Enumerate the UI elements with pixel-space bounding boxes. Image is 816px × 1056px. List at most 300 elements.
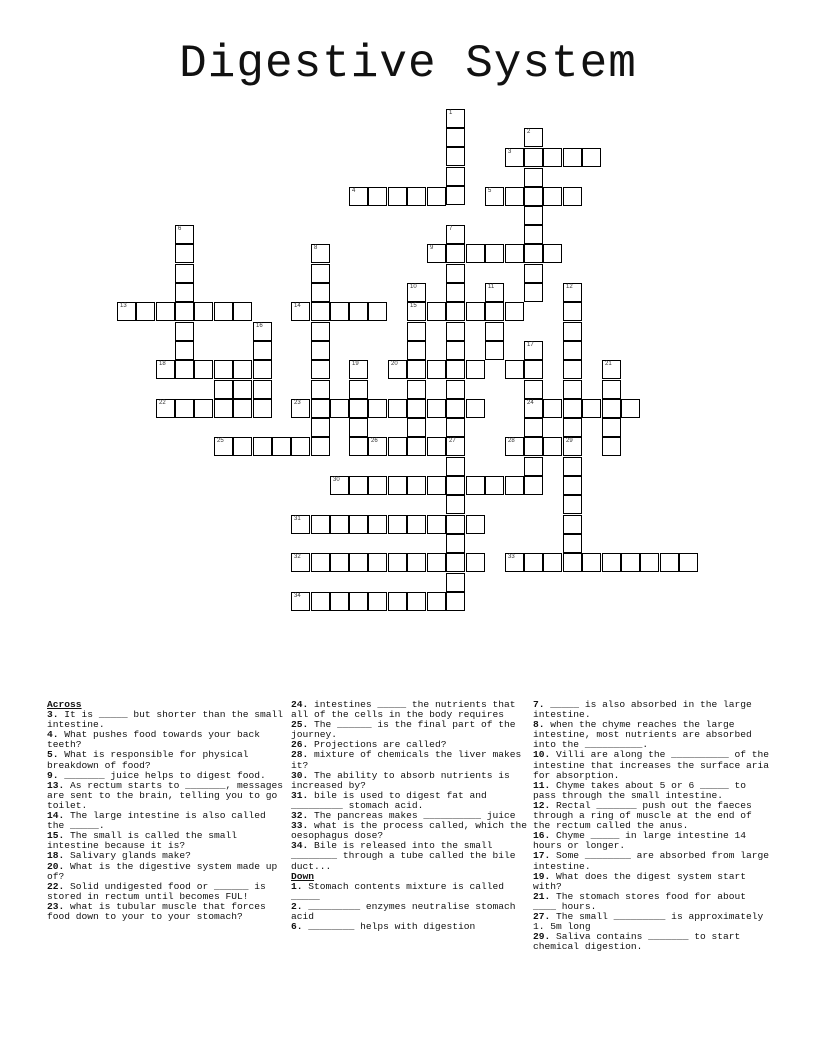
grid-cell[interactable] xyxy=(505,148,524,167)
clues-column-3 xyxy=(533,699,775,953)
grid-cell[interactable] xyxy=(291,553,310,572)
grid-cell[interactable] xyxy=(330,592,349,611)
grid-cell[interactable] xyxy=(524,457,543,476)
grid-cell[interactable] xyxy=(311,515,330,534)
clue-item xyxy=(533,720,770,750)
grid-cell[interactable] xyxy=(407,437,426,456)
grid-cell[interactable] xyxy=(446,476,465,495)
grid-cell[interactable] xyxy=(524,380,543,399)
grid-cell[interactable] xyxy=(446,302,465,321)
clue-number: 11 xyxy=(488,284,495,290)
grid-cell[interactable] xyxy=(349,437,368,456)
clue-text: The pancreas makes __________ juice xyxy=(308,810,516,822)
clue-item xyxy=(533,872,770,892)
grid-cell[interactable] xyxy=(485,302,504,321)
grid-cell[interactable] xyxy=(253,437,272,456)
grid-cell[interactable] xyxy=(311,322,330,341)
grid-cell[interactable] xyxy=(253,360,272,379)
grid-cell[interactable] xyxy=(524,128,543,147)
grid-cell[interactable] xyxy=(156,360,175,379)
grid-cell[interactable] xyxy=(524,244,543,263)
grid-cell[interactable] xyxy=(233,380,252,399)
grid-cell[interactable] xyxy=(563,534,582,553)
grid-cell[interactable] xyxy=(563,187,582,206)
grid-cell[interactable] xyxy=(194,399,213,418)
across-header: Across xyxy=(47,699,82,710)
grid-cell[interactable] xyxy=(505,553,524,572)
clue-item xyxy=(291,841,528,871)
clue-text: _________ enzymes neutralise stomach acid xyxy=(291,900,522,922)
clue-text: The small _________ is approximately 1. 5m long xyxy=(533,910,770,933)
grid-cell[interactable] xyxy=(602,553,621,572)
grid-cell[interactable] xyxy=(175,225,194,244)
grid-cell[interactable] xyxy=(388,476,407,495)
grid-cell[interactable] xyxy=(388,399,407,418)
grid-cell[interactable] xyxy=(117,302,136,321)
clue-item xyxy=(291,791,528,811)
grid-cell[interactable] xyxy=(602,380,621,399)
grid-cell[interactable] xyxy=(175,322,194,341)
grid-cell[interactable] xyxy=(446,534,465,553)
grid-cell[interactable] xyxy=(311,399,330,418)
grid-cell[interactable] xyxy=(524,553,543,572)
grid-cell[interactable] xyxy=(349,360,368,379)
clue-item xyxy=(291,700,528,720)
grid-cell[interactable] xyxy=(621,553,640,572)
grid-cell[interactable] xyxy=(349,476,368,495)
grid-cell[interactable] xyxy=(563,418,582,437)
grid-cell[interactable] xyxy=(446,186,465,205)
grid-cell[interactable] xyxy=(679,553,698,572)
grid-cell[interactable] xyxy=(563,495,582,514)
grid-cell[interactable] xyxy=(543,244,562,263)
clue-number-label: 16. xyxy=(533,830,551,842)
clue-number-label: 1. xyxy=(291,880,303,892)
grid-cell[interactable] xyxy=(621,399,640,418)
clue-number: 14 xyxy=(294,303,301,309)
grid-cell[interactable] xyxy=(446,573,465,592)
clue-number: 4 xyxy=(352,188,356,194)
grid-cell[interactable] xyxy=(563,341,582,360)
grid-cell[interactable] xyxy=(524,187,543,206)
clue-text: ________ helps with digestion xyxy=(302,921,476,933)
clue-number-label: 25. xyxy=(291,719,309,731)
clue-number-label: 6. xyxy=(291,921,303,933)
clue-text: mixture of chemicals the liver makes it? xyxy=(291,749,528,771)
grid-cell[interactable] xyxy=(563,322,582,341)
grid-cell[interactable] xyxy=(368,476,387,495)
grid-cell[interactable] xyxy=(466,399,485,418)
grid-cell[interactable] xyxy=(563,148,582,167)
grid-cell[interactable] xyxy=(524,418,543,437)
grid-cell[interactable] xyxy=(175,399,194,418)
clue-text: Stomach contents mixture is called _____ xyxy=(291,880,510,902)
grid-cell[interactable] xyxy=(524,206,543,225)
clue-text: Salivary glands make? xyxy=(64,850,191,862)
grid-cell[interactable] xyxy=(175,302,194,321)
grid-cell[interactable] xyxy=(446,225,465,244)
grid-cell[interactable] xyxy=(214,360,233,379)
grid-cell[interactable] xyxy=(543,399,562,418)
grid-cell[interactable] xyxy=(446,128,465,147)
clue-item xyxy=(533,801,770,831)
grid-cell[interactable] xyxy=(427,553,446,572)
clue-text: The small is called the small intestine because it is? xyxy=(47,830,243,852)
clue-number: 31 xyxy=(294,516,301,522)
grid-cell[interactable] xyxy=(446,495,465,514)
grid-cell[interactable] xyxy=(407,187,426,206)
grid-cell[interactable] xyxy=(640,553,659,572)
grid-cell[interactable] xyxy=(330,515,349,534)
clue-number: 12 xyxy=(566,284,573,290)
grid-cell[interactable] xyxy=(407,592,426,611)
grid-cell[interactable] xyxy=(388,592,407,611)
grid-cell[interactable] xyxy=(291,592,310,611)
grid-cell[interactable] xyxy=(505,360,524,379)
grid-cell[interactable] xyxy=(505,476,524,495)
grid-cell[interactable] xyxy=(214,399,233,418)
grid-cell[interactable] xyxy=(407,399,426,418)
grid-cell[interactable] xyxy=(563,515,582,534)
clue-text: intestines _____ the nutrients that all of the cells in the body requires xyxy=(291,699,522,721)
grid-cell[interactable] xyxy=(505,302,524,321)
clue-text: Bile is released into the small ________ through a tube called the bile duct... xyxy=(291,840,522,872)
grid-cell[interactable] xyxy=(446,437,465,456)
clue-number-label: 5. xyxy=(47,749,59,761)
grid-cell[interactable] xyxy=(368,515,387,534)
grid-cell[interactable] xyxy=(466,360,485,379)
grid-cell[interactable] xyxy=(446,147,465,166)
grid-cell[interactable] xyxy=(446,341,465,360)
clue-number-label: 20. xyxy=(47,860,65,872)
grid-cell[interactable] xyxy=(446,399,465,418)
grid-cell[interactable] xyxy=(427,244,446,263)
clue-item xyxy=(291,771,528,791)
grid-cell[interactable] xyxy=(214,380,233,399)
grid-cell[interactable] xyxy=(427,187,446,206)
grid-cell[interactable] xyxy=(485,187,504,206)
grid-cell[interactable] xyxy=(330,399,349,418)
grid-cell[interactable] xyxy=(407,380,426,399)
grid-cell[interactable] xyxy=(602,418,621,437)
grid-cell[interactable] xyxy=(466,476,485,495)
grid-cell[interactable] xyxy=(233,437,252,456)
grid-cell[interactable] xyxy=(253,322,272,341)
grid-cell[interactable] xyxy=(233,399,252,418)
grid-cell[interactable] xyxy=(311,264,330,283)
grid-cell[interactable] xyxy=(349,302,368,321)
grid-cell[interactable] xyxy=(407,322,426,341)
grid-cell[interactable] xyxy=(427,476,446,495)
clue-text: Projections are called? xyxy=(308,739,447,751)
grid-cell[interactable] xyxy=(563,437,582,456)
clue-number-label: 30. xyxy=(291,769,309,781)
grid-cell[interactable] xyxy=(602,360,621,379)
grid-cell[interactable] xyxy=(368,302,387,321)
grid-cell[interactable] xyxy=(311,360,330,379)
grid-cell[interactable] xyxy=(407,283,426,302)
grid-cell[interactable] xyxy=(427,302,446,321)
clue-number: 20 xyxy=(391,361,398,367)
grid-cell[interactable] xyxy=(291,399,310,418)
clue-text: As rectum starts to _______, messages are sent to the brain, telling you to go toilet. xyxy=(47,779,289,811)
grid-cell[interactable] xyxy=(524,399,543,418)
grid-cell[interactable] xyxy=(407,360,426,379)
grid-cell[interactable] xyxy=(505,187,524,206)
grid-cell[interactable] xyxy=(175,341,194,360)
grid-cell[interactable] xyxy=(388,187,407,206)
clue-number: 34 xyxy=(294,593,301,599)
grid-cell[interactable] xyxy=(349,592,368,611)
grid-cell[interactable] xyxy=(466,302,485,321)
grid-cell[interactable] xyxy=(311,592,330,611)
clue-number: 24 xyxy=(527,400,534,406)
clues-column-2 xyxy=(291,699,533,933)
grid-cell[interactable] xyxy=(233,302,252,321)
grid-cell[interactable] xyxy=(582,553,601,572)
grid-cell[interactable] xyxy=(175,283,194,302)
clue-number: 26 xyxy=(371,438,378,444)
clue-text: What is the digestive system made up of? xyxy=(47,860,284,882)
grid-cell[interactable] xyxy=(446,380,465,399)
clue-text: The large intestine is also called the _____. xyxy=(47,810,272,832)
clue-number: 27 xyxy=(449,438,456,444)
grid-cell[interactable] xyxy=(330,476,349,495)
clue-item xyxy=(533,781,770,801)
clue-item xyxy=(47,862,284,882)
grid-cell[interactable] xyxy=(194,302,213,321)
grid-cell[interactable] xyxy=(427,592,446,611)
grid-cell[interactable] xyxy=(311,418,330,437)
grid-cell[interactable] xyxy=(563,457,582,476)
clue-text: What is responsible for physical breakdown of food? xyxy=(47,749,255,771)
clue-number-label: 31. xyxy=(291,789,309,801)
grid-cell[interactable] xyxy=(563,476,582,495)
grid-cell[interactable] xyxy=(368,553,387,572)
grid-cell[interactable] xyxy=(505,437,524,456)
grid-cell[interactable] xyxy=(349,380,368,399)
grid-cell[interactable] xyxy=(175,264,194,283)
clue-item xyxy=(47,750,284,770)
grid-cell[interactable] xyxy=(388,437,407,456)
grid-cell[interactable] xyxy=(349,553,368,572)
clue-number-label: 3. xyxy=(47,709,59,721)
grid-cell[interactable] xyxy=(524,148,543,167)
grid-cell[interactable] xyxy=(602,399,621,418)
grid-cell[interactable] xyxy=(407,476,426,495)
grid-cell[interactable] xyxy=(311,341,330,360)
grid-cell[interactable] xyxy=(446,283,465,302)
clue-number: 18 xyxy=(159,361,166,367)
grid-cell[interactable] xyxy=(563,302,582,321)
clue-number-label: 12. xyxy=(533,799,551,811)
grid-cell[interactable] xyxy=(466,515,485,534)
clue-number-label: 2. xyxy=(291,900,303,912)
grid-cell[interactable] xyxy=(543,553,562,572)
grid-cell[interactable] xyxy=(311,283,330,302)
grid-cell[interactable] xyxy=(253,380,272,399)
grid-cell[interactable] xyxy=(485,341,504,360)
grid-cell[interactable] xyxy=(563,380,582,399)
grid-cell[interactable] xyxy=(407,515,426,534)
clue-number: 7 xyxy=(449,226,453,232)
clue-number: 30 xyxy=(333,477,340,483)
grid-cell[interactable] xyxy=(485,322,504,341)
grid-cell[interactable] xyxy=(311,437,330,456)
grid-cell[interactable] xyxy=(466,553,485,572)
clue-text: Solid undigested food or ______ is stored in rectum until becomes FUL! xyxy=(47,880,272,902)
down-header: Down xyxy=(291,870,315,882)
grid-cell[interactable] xyxy=(446,109,465,128)
grid-cell[interactable] xyxy=(349,187,368,206)
grid-cell[interactable] xyxy=(156,399,175,418)
grid-cell[interactable] xyxy=(427,399,446,418)
grid-cell[interactable] xyxy=(446,167,465,186)
clue-item xyxy=(291,820,533,842)
grid-cell[interactable] xyxy=(349,418,368,437)
clue-number-label: 13. xyxy=(47,779,65,791)
grid-cell[interactable] xyxy=(602,437,621,456)
grid-cell[interactable] xyxy=(466,244,485,263)
grid-cell[interactable] xyxy=(543,437,562,456)
grid-cell[interactable] xyxy=(349,399,368,418)
grid-cell[interactable] xyxy=(505,244,524,263)
clue-number: 32 xyxy=(294,554,301,560)
grid-cell[interactable] xyxy=(427,437,446,456)
grid-cell[interactable] xyxy=(330,553,349,572)
grid-cell[interactable] xyxy=(524,168,543,187)
clue-number: 9 xyxy=(430,245,434,251)
clue-number-label: 33. xyxy=(291,820,309,832)
clue-number: 23 xyxy=(294,400,301,406)
grid-cell[interactable] xyxy=(446,244,465,263)
grid-cell[interactable] xyxy=(427,515,446,534)
grid-cell[interactable] xyxy=(446,457,465,476)
clue-text: when the chyme reaches the large intestine, most nutrients are absorbed into the __________. xyxy=(533,719,758,751)
grid-cell[interactable] xyxy=(485,244,504,263)
grid-cell[interactable] xyxy=(524,283,543,302)
clue-item xyxy=(47,779,289,811)
clue-number-label: 11. xyxy=(533,779,551,791)
grid-cell[interactable] xyxy=(446,360,465,379)
grid-cell[interactable] xyxy=(194,360,213,379)
grid-cell[interactable] xyxy=(311,244,330,263)
grid-cell[interactable] xyxy=(446,592,465,611)
clue-number: 3 xyxy=(508,149,512,155)
clue-item xyxy=(533,831,770,851)
grid-cell[interactable] xyxy=(485,283,504,302)
clue-number: 17 xyxy=(527,342,534,348)
clue-number: 2 xyxy=(527,129,531,135)
grid-cell[interactable] xyxy=(582,148,601,167)
clue-item xyxy=(47,902,284,922)
clue-item xyxy=(533,912,770,932)
grid-cell[interactable] xyxy=(214,437,233,456)
clue-item xyxy=(533,850,775,872)
grid-cell[interactable] xyxy=(156,302,175,321)
grid-cell[interactable] xyxy=(291,437,310,456)
clue-number-label: 14. xyxy=(47,810,65,822)
grid-cell[interactable] xyxy=(524,341,543,360)
grid-cell[interactable] xyxy=(543,148,562,167)
clue-text: bile is used to digest fat and _________ stomach acid. xyxy=(291,789,493,811)
grid-cell[interactable] xyxy=(563,399,582,418)
grid-cell[interactable] xyxy=(407,418,426,437)
clue-item xyxy=(291,882,528,902)
grid-cell[interactable] xyxy=(349,515,368,534)
grid-cell[interactable] xyxy=(368,592,387,611)
grid-cell[interactable] xyxy=(485,476,504,495)
grid-cell[interactable] xyxy=(660,553,679,572)
grid-cell[interactable] xyxy=(524,437,543,456)
grid-cell[interactable] xyxy=(446,322,465,341)
grid-cell[interactable] xyxy=(446,515,465,534)
grid-cell[interactable] xyxy=(272,437,291,456)
grid-cell[interactable] xyxy=(427,360,446,379)
clue-item xyxy=(291,902,528,922)
grid-cell[interactable] xyxy=(446,264,465,283)
grid-cell[interactable] xyxy=(253,399,272,418)
grid-cell[interactable] xyxy=(524,264,543,283)
clue-item xyxy=(47,709,289,731)
clue-text: Rectal _______ push out the faeces through a ring of muscle at the end of the rectum called the anus. xyxy=(533,799,758,832)
grid-cell[interactable] xyxy=(524,360,543,379)
clue-text: Some ________ are absorbed from large intestine. xyxy=(533,850,775,872)
clue-number: 13 xyxy=(120,303,127,309)
grid-cell[interactable] xyxy=(563,360,582,379)
grid-cell[interactable] xyxy=(291,302,310,321)
grid-cell[interactable] xyxy=(407,341,426,360)
clue-text: what is tubular muscle that forces food down to your to your stomach? xyxy=(47,900,272,922)
clue-number-label: 9. xyxy=(47,769,59,781)
grid-cell[interactable] xyxy=(368,399,387,418)
grid-cell[interactable] xyxy=(311,302,330,321)
clue-number-label: 10. xyxy=(533,749,551,761)
grid-cell[interactable] xyxy=(311,553,330,572)
grid-cell[interactable] xyxy=(330,302,349,321)
grid-cell[interactable] xyxy=(524,225,543,244)
grid-cell[interactable] xyxy=(388,360,407,379)
grid-cell[interactable] xyxy=(368,187,387,206)
grid-cell[interactable] xyxy=(368,437,387,456)
grid-cell[interactable] xyxy=(311,380,330,399)
grid-cell[interactable] xyxy=(136,302,155,321)
clue-text: Saliva contains _______ to start chemical digestion. xyxy=(533,931,747,953)
clue-text: what is the process called, which the oesophagus dose? xyxy=(291,820,533,842)
grid-cell[interactable] xyxy=(543,187,562,206)
grid-cell[interactable] xyxy=(446,553,465,572)
grid-cell[interactable] xyxy=(407,302,426,321)
clue-number: 15 xyxy=(410,303,417,309)
grid-cell[interactable] xyxy=(582,399,601,418)
clue-text: _______ juice helps to digest food. xyxy=(58,769,266,781)
grid-cell[interactable] xyxy=(524,476,543,495)
clue-item xyxy=(533,749,775,781)
grid-cell[interactable] xyxy=(253,341,272,360)
grid-cell[interactable] xyxy=(407,553,426,572)
grid-cell[interactable] xyxy=(563,553,582,572)
grid-cell[interactable] xyxy=(388,515,407,534)
grid-cell[interactable] xyxy=(175,244,194,263)
clue-text: The stomach stores food for about ____ hours. xyxy=(533,890,752,912)
grid-cell[interactable] xyxy=(214,302,233,321)
grid-cell[interactable] xyxy=(291,515,310,534)
grid-cell[interactable] xyxy=(388,553,407,572)
grid-cell[interactable] xyxy=(446,418,465,437)
grid-cell[interactable] xyxy=(233,360,252,379)
grid-cell[interactable] xyxy=(563,283,582,302)
grid-cell[interactable] xyxy=(175,360,194,379)
